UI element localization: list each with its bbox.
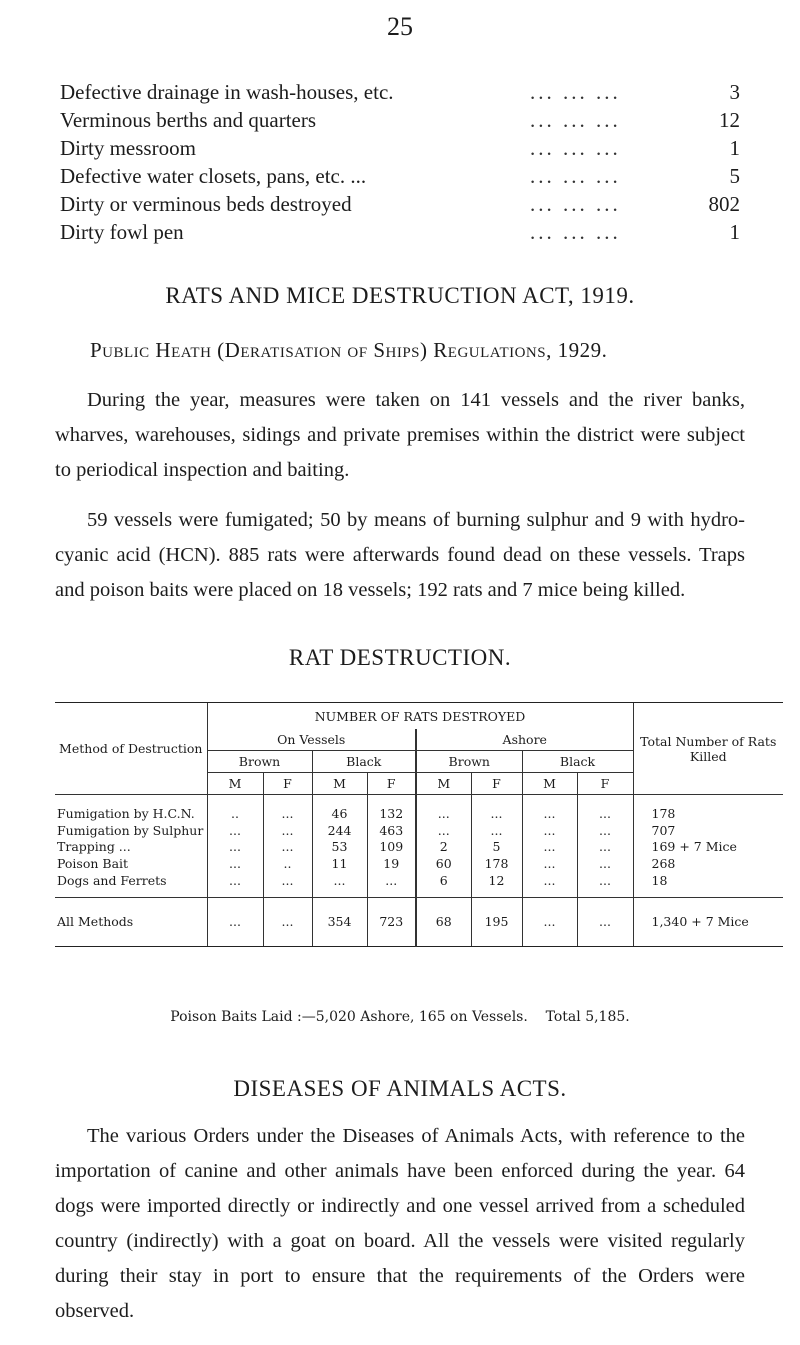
col-vessels-black: Black (312, 751, 416, 773)
cell: 12 (471, 872, 522, 897)
defect-label: Defective water closets, pans, etc. ... (60, 164, 367, 188)
row-method: Fumigation by H.C.N. (55, 795, 207, 822)
cell: 354 (312, 897, 367, 946)
defect-label: Defective drainage in wash-houses, etc. (60, 80, 394, 104)
col-m: M (207, 773, 263, 795)
cell: ... (522, 839, 577, 856)
leader-dots: ... ... ... (530, 108, 621, 132)
cell: 109 (367, 839, 416, 856)
col-f: F (577, 773, 633, 795)
defect-row (60, 108, 740, 136)
rat-destruction-table (55, 702, 783, 947)
cell: ... (471, 795, 522, 822)
row-method: All Methods (55, 897, 207, 946)
cell: ... (522, 822, 577, 839)
cell: 60 (416, 855, 471, 872)
table-row (55, 795, 783, 822)
cell: ... (577, 822, 633, 839)
cell: ... (207, 855, 263, 872)
row-total: 268 (633, 855, 783, 872)
cell: 244 (312, 822, 367, 839)
table-row (55, 855, 783, 872)
row-method: Fumigation by Sulphur (57, 822, 204, 838)
row-total: 178 (633, 795, 783, 822)
cell: 19 (367, 855, 416, 872)
defect-count: 5 (729, 164, 740, 188)
table-row (55, 822, 783, 839)
cell: 11 (312, 855, 367, 872)
page-number: 25 (387, 12, 413, 41)
row-total: 18 (633, 872, 783, 897)
cell: 53 (312, 839, 367, 856)
leader-dots: ... ... ... (530, 136, 621, 160)
cell: ... (577, 855, 633, 872)
col-m: M (312, 773, 367, 795)
cell: ... (577, 795, 633, 822)
defect-count: 3 (729, 80, 740, 104)
cell: ... (367, 872, 416, 897)
cell: 132 (367, 795, 416, 822)
cell: .. (263, 855, 312, 872)
defect-row (60, 164, 740, 192)
cell: 2 (416, 839, 471, 856)
cell: ... (577, 839, 633, 856)
leader-dots: ... ... ... (530, 192, 621, 216)
cell: ... (263, 872, 312, 897)
col-on-vessels: On Vessels (207, 729, 416, 751)
col-ashore: Ashore (416, 729, 633, 751)
col-f: F (263, 773, 312, 795)
defect-row (60, 80, 740, 108)
cell: ... (577, 872, 633, 897)
col-ashore-brown: Brown (416, 751, 522, 773)
cell: ... (522, 872, 577, 897)
heading-regulations: Public Heath (Deratisation of Ships) Regulations, 1929. (90, 338, 608, 362)
row-method: Poison Bait (57, 856, 129, 872)
cell: ... (522, 897, 577, 946)
paragraph-diseases: The various Orders under the Diseases of Animals Acts, with reference to the importation of canine and other animals have been enforced during the year. 64 dogs were imported directly or indirectly and one vessel arrived from a scheduled country (indirectly) with a goat on board. All the vessels were visited regularly during their stay in port to ensure that the requirements of the Orders were observed. (55, 1125, 745, 1322)
defect-count: 1 (729, 136, 740, 160)
paragraph-fumigation: 59 vessels were fumigated; 50 by means of burning sulphur and 9 with hydro-cyanic acid (HCN). 885 rats were afterwards found dead on these vessels. Traps and poison baits were placed on 18 vessels; 192 rats and 7 mice being killed. (55, 509, 745, 601)
col-method: Method of Destruction (55, 703, 207, 795)
row-total: 1,340 + 7 Mice (633, 897, 783, 946)
cell: ... (522, 855, 577, 872)
cell: 178 (471, 855, 522, 872)
col-m: M (416, 773, 471, 795)
defect-count: 1 (729, 220, 740, 244)
defects-list (60, 80, 740, 248)
row-method: Dogs and Ferrets (57, 873, 167, 889)
cell: ... (263, 795, 312, 822)
defect-label: Dirty or verminous beds destroyed (60, 192, 352, 216)
defect-row (60, 192, 740, 220)
row-total: 707 (633, 822, 783, 839)
cell: .. (207, 795, 263, 822)
cell: ... (522, 795, 577, 822)
defect-label: Dirty messroom (60, 136, 196, 160)
defect-row (60, 136, 740, 164)
col-number-destroyed: NUMBER OF RATS DESTROYED (207, 703, 633, 730)
leader-dots: ... ... ... (530, 164, 621, 188)
defect-count: 12 (719, 108, 740, 132)
col-f: F (471, 773, 522, 795)
cell: ... (207, 839, 263, 856)
defect-label: Dirty fowl pen (60, 220, 184, 244)
table-row (55, 839, 783, 856)
row-total: 169 + 7 Mice (633, 839, 783, 856)
defect-count: 802 (708, 192, 740, 216)
cell: ... (263, 839, 312, 856)
heading-diseases-of-animals: DISEASES OF ANIMALS ACTS. (233, 1076, 567, 1101)
cell: ... (416, 795, 471, 822)
cell: ... (577, 897, 633, 946)
cell: 6 (416, 872, 471, 897)
leader-dots: ... ... ... (530, 80, 621, 104)
cell: 46 (312, 795, 367, 822)
table-row (55, 872, 783, 897)
defect-row (60, 220, 740, 248)
defect-label: Verminous berths and quarters (60, 108, 317, 132)
cell: 68 (416, 897, 471, 946)
cell: 195 (471, 897, 522, 946)
poison-baits-note: Poison Baits Laid :—5,020 Ashore, 165 on Vessels. Total 5,185. (170, 1009, 630, 1025)
heading-rat-destruction: RAT DESTRUCTION. (288, 645, 512, 670)
col-ashore-black: Black (522, 751, 633, 773)
cell: ... (263, 897, 312, 946)
heading-rats-mice-act: RATS AND MICE DESTRUCTION ACT, 1919. (165, 283, 635, 308)
cell: ... (207, 897, 263, 946)
col-vessels-brown: Brown (207, 751, 312, 773)
leader-dots: ... ... ... (530, 220, 621, 244)
cell: ... (207, 872, 263, 897)
col-total: Total Number of Rats Killed (633, 703, 783, 795)
cell: 5 (471, 839, 522, 856)
cell: ... (416, 822, 471, 839)
col-m: M (522, 773, 577, 795)
table-row-all-methods (55, 897, 783, 946)
cell: 463 (367, 822, 416, 839)
cell: ... (207, 822, 263, 839)
paragraph-inspection: During the year, measures were taken on 141 vessels and the river banks, wharves, warehouses, sidings and private premises within the district were subject to periodical inspection and baiting. (55, 389, 745, 481)
cell: ... (312, 872, 367, 897)
cell: ... (471, 822, 522, 839)
col-f: F (367, 773, 416, 795)
row-method: Trapping ... (57, 839, 131, 855)
cell: ... (263, 822, 312, 839)
cell: 723 (367, 897, 416, 946)
